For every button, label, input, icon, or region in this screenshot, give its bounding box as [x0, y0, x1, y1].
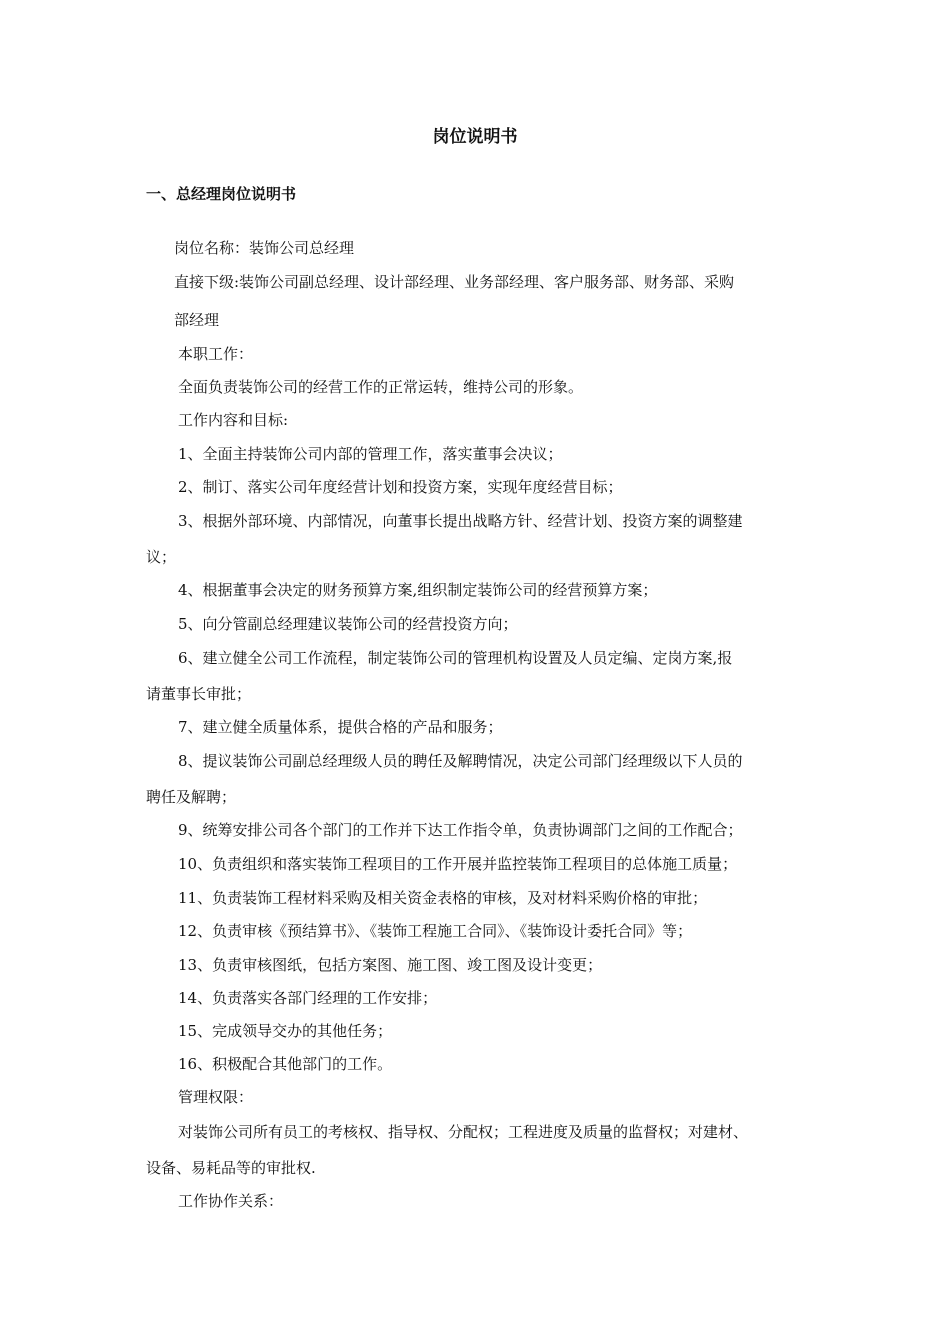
text-line: 对装饰公司所有员工的考核权、指导权、分配权；工程进度及质量的监督权；对建材、 [178, 1123, 749, 1141]
text-line: 工作内容和目标: [178, 411, 289, 429]
text-line: 9、统筹安排公司各个部门的工作并下达工作指令单，负责协调部门之间的工作配合； [178, 821, 743, 839]
text-line: 请董事长审批； [146, 685, 252, 703]
text-line: 工作协作关系： [178, 1192, 284, 1210]
text-line: 直接下级:装饰公司副总经理、设计部经理、业务部经理、客户服务部、财务部、采购 [174, 273, 735, 291]
text-line: 全面负责装饰公司的经营工作的正常运转，维持公司的形象。 [178, 378, 584, 396]
text-line: 4、根据董事会决定的财务预算方案,组织制定装饰公司的经营预算方案； [178, 581, 658, 599]
text-line: 7、建立健全质量体系，提供合格的产品和服务； [178, 718, 503, 736]
text-line: 1、全面主持装饰公司内部的管理工作，落实董事会决议； [178, 445, 563, 463]
document-title: 岗位说明书 [432, 127, 518, 147]
text-line: 岗位名称：装饰公司总经理 [174, 239, 355, 257]
text-line: 6、建立健全公司工作流程，制定装饰公司的管理机构设置及人员定编、定岗方案,报 [178, 649, 733, 667]
text-line: 部经理 [174, 311, 220, 329]
text-line: 聘任及解聘； [146, 788, 237, 806]
text-line: 5、向分管副总经理建议装饰公司的经营投资方向； [178, 615, 518, 633]
section-heading: 一、总经理岗位说明书 [146, 185, 297, 203]
text-line: 议； [146, 548, 177, 566]
text-line: 2、制订、落实公司年度经营计划和投资方案，实现年度经营目标； [178, 478, 623, 496]
text-line: 11、负责装饰工程材料采购及相关资金表格的审核，及对材料采购价格的审批； [178, 889, 708, 907]
text-line: 3、根据外部环境、内部情况，向董事长提出战略方针、经营计划、投资方案的调整建 [178, 512, 743, 530]
text-line: 14、负责落实各部门经理的工作安排； [178, 989, 438, 1007]
text-line: 本职工作： [178, 345, 254, 363]
text-line: 13、负责审核图纸，包括方案图、施工图、竣工图及设计变更； [178, 956, 603, 974]
text-line: 管理权限： [178, 1088, 254, 1106]
text-line: 15、完成领导交办的其他任务； [178, 1022, 393, 1040]
text-line: 12、负责审核《预结算书》、《装饰工程施工合同》、《装饰设计委托合同》等； [178, 922, 693, 940]
text-line: 设备、易耗品等的审批权. [146, 1159, 316, 1177]
text-line: 16、积极配合其他部门的工作。 [178, 1055, 393, 1073]
text-line: 10、负责组织和落实装饰工程项目的工作开展并监控装饰工程项目的总体施工质量； [178, 855, 738, 873]
text-line: 8、提议装饰公司副总经理级人员的聘任及解聘情况，决定公司部门经理级以下人员的 [178, 752, 743, 770]
